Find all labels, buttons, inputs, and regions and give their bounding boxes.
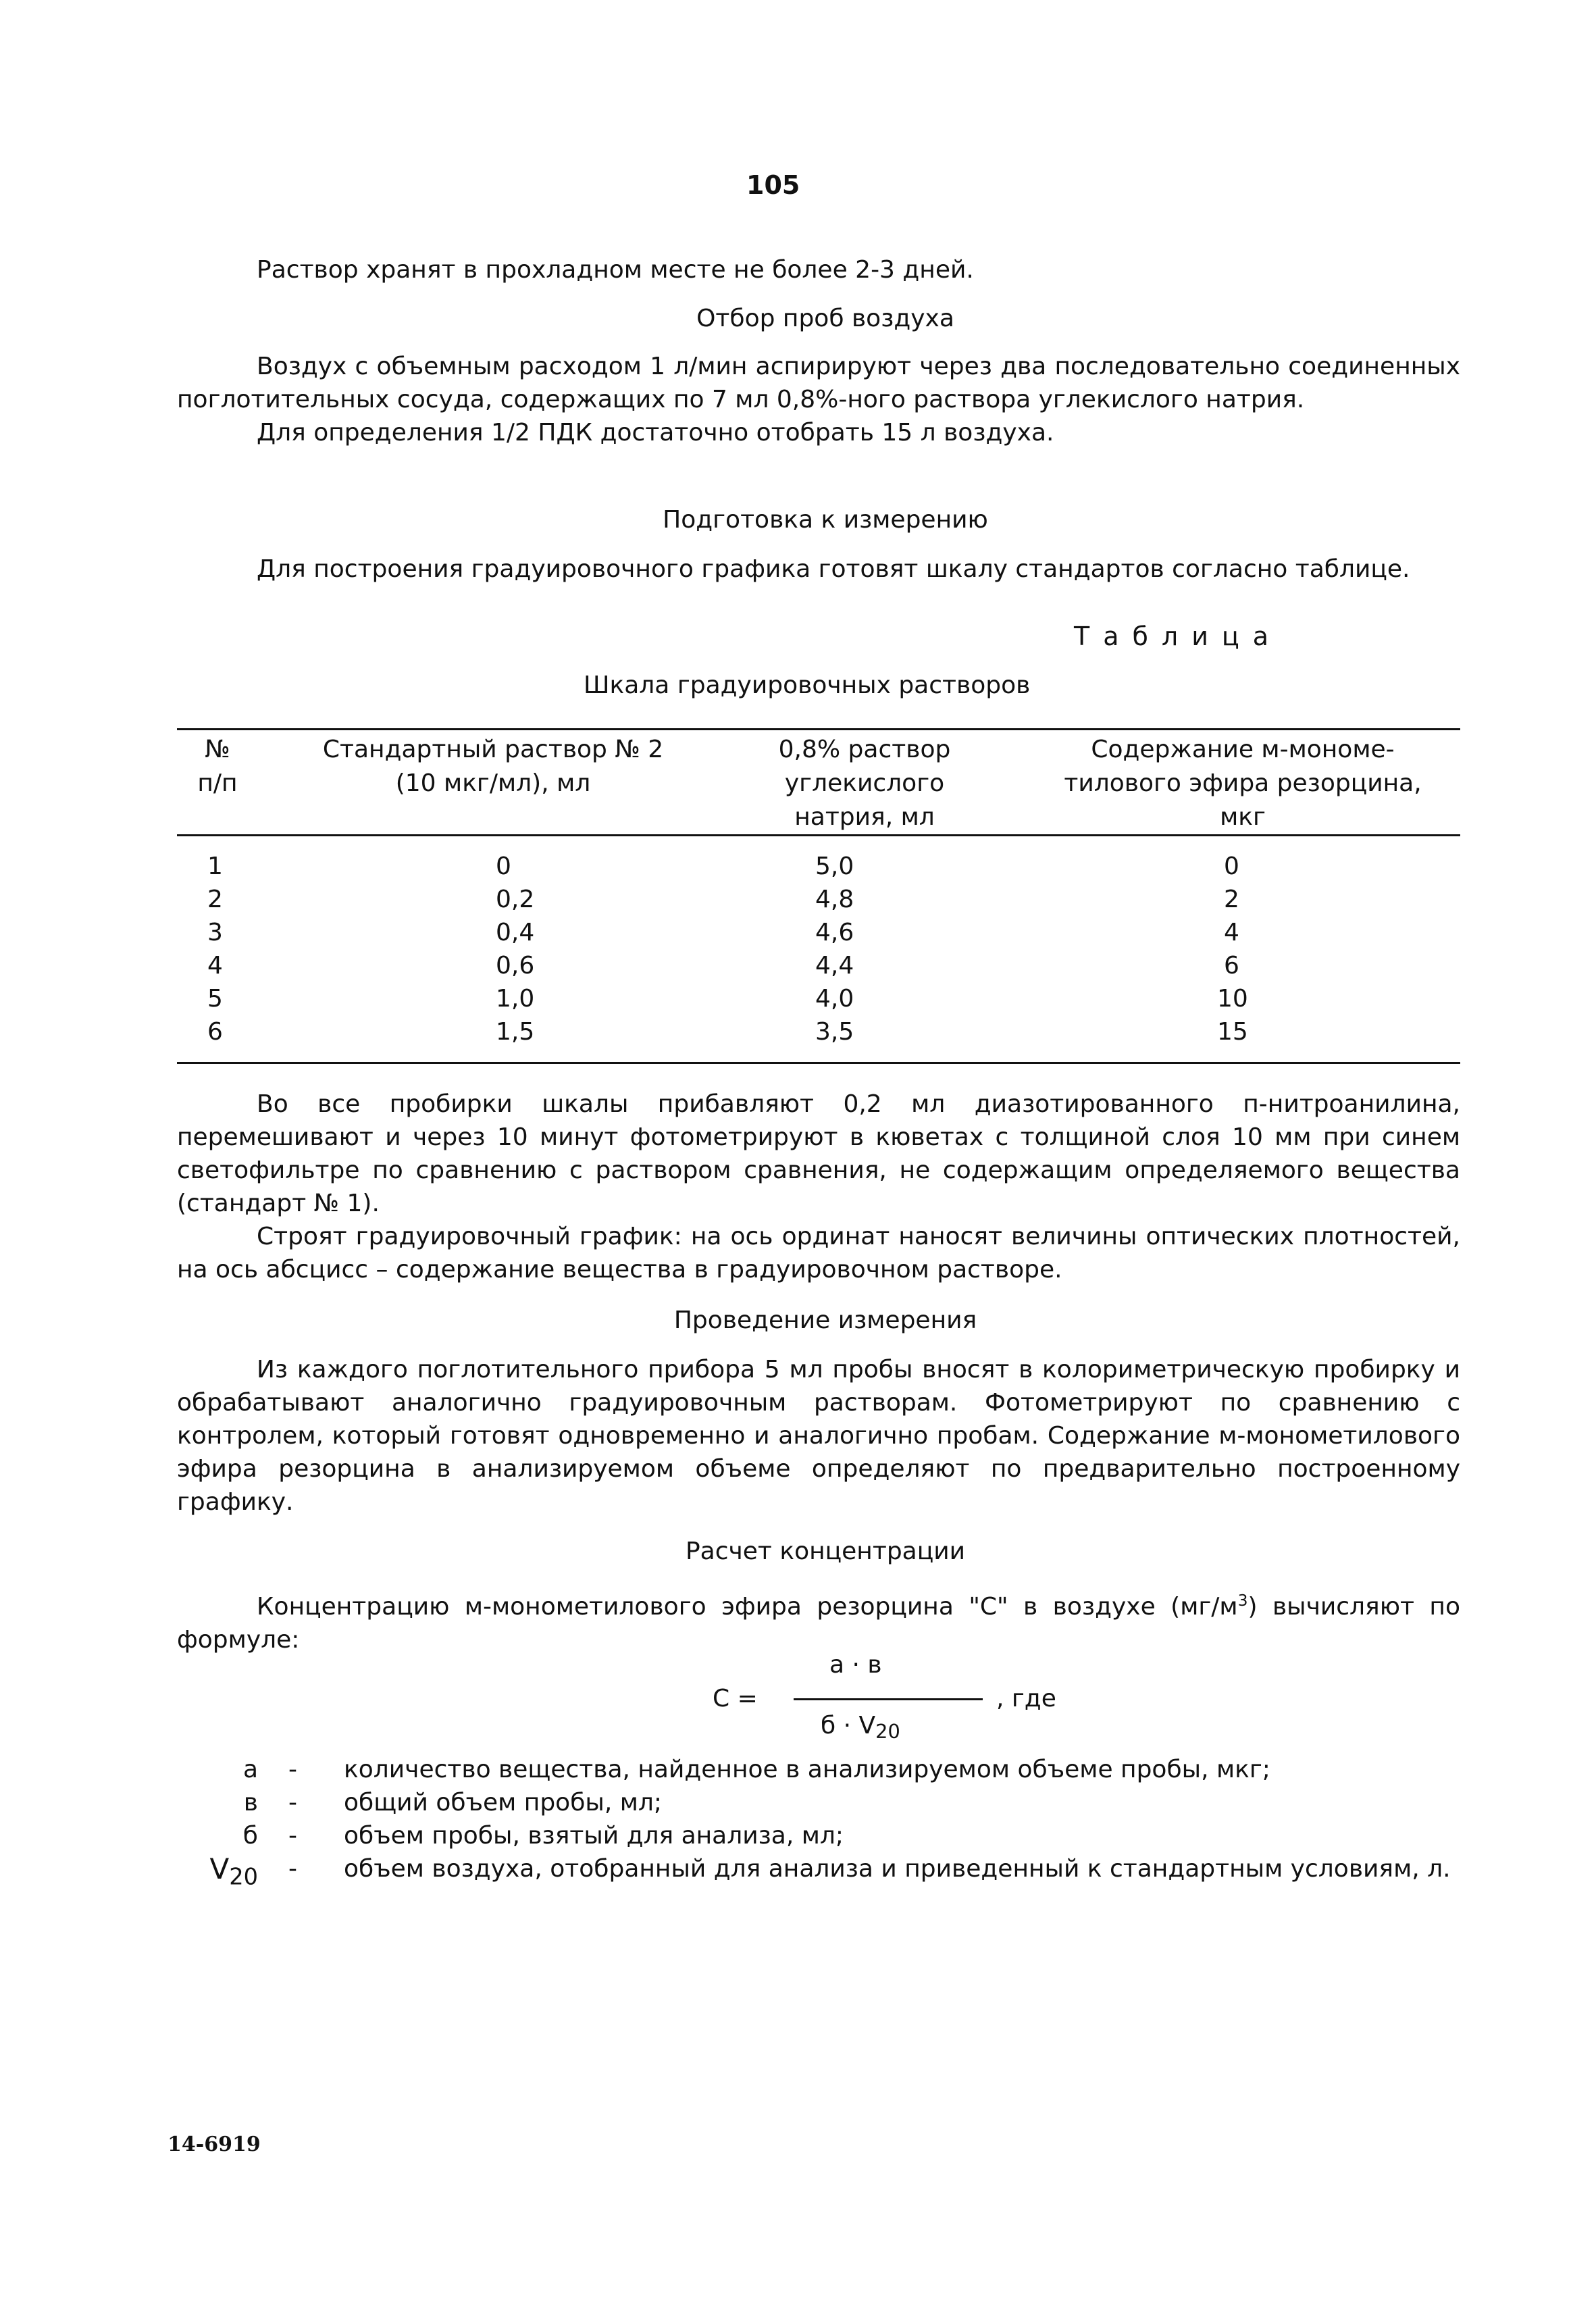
table-row: 1 0 5,0 0	[207, 853, 1239, 880]
concentration-formula	[709, 1642, 1114, 1756]
definition-item: а - количество вещества, найденное в анализируемом объеме пробы, мкг;	[242, 1756, 1270, 1783]
table-title: Шкала градуировочных растворов	[584, 671, 1031, 699]
prep-heading: Подготовка к измерению	[663, 506, 988, 534]
calc-heading: Расчет концентрации	[685, 1537, 966, 1565]
definition-item: $V_{20}$ - объем воздуха, отобранный для анализа и приведенный к стандартным условиям, л.	[209, 1852, 1451, 1890]
variable-definitions	[177, 1753, 1460, 1918]
sampling-paragraph: Воздух с объемным расходом 1 л/мин аспирируют через два последовательно соединенных поглотительных сосуда, содержащих по 7 мл 0,8%-ного раствора углекислого натрия. Для определения 1/2 ПДК достаточно отобрать 15 л воздуха.	[177, 350, 1460, 449]
table-header-rule	[177, 834, 1460, 836]
scale-procedure-paragraph: Во все пробирки шкалы прибавляют 0,2 мл диазотированного п-нитроанилина, перемешивают и через 10 минут фотометрируют в кюветах с толщиной слоя 10 мм при синем светофильтре по сравнению с раствором сравнения, не содержащим определяемого вещества (стандарт № 1).	[177, 1090, 1460, 1217]
table-label: Таблица	[1074, 621, 1283, 651]
measure-heading: Проведение измерения	[673, 1306, 977, 1334]
table-row: 3 0,4 4,6 4	[207, 919, 1239, 946]
graph-paragraph: Строят градуировочный график: на ось ординат наносят величины оптических плотностей, на ось абсцисс – содержание вещества в градуировочном растворе.	[177, 1223, 1460, 1283]
table-row: 6 1,5 3,5 15	[207, 1018, 1248, 1046]
table-top-rule	[177, 728, 1460, 730]
prep-paragraph: Для построения градуировочного графика готовят шкалу стандартов согласно таблице.	[257, 555, 1410, 583]
header-col-standard: Стандартный раствор № 2 (10 мкг/мл), мл	[322, 736, 664, 797]
table-row: 5 1,0 4,0 10	[207, 985, 1248, 1013]
formula-suffix: , где	[996, 1685, 1056, 1712]
formula-numerator: а · в	[829, 1651, 882, 1679]
after-table-paragraphs	[177, 1088, 1460, 1286]
definition-item: б - объем пробы, взятый для анализа, мл;	[242, 1822, 844, 1850]
formula-denominator: $б \cdot V_{20}$	[821, 1712, 900, 1744]
page-number: 105	[746, 170, 800, 200]
header-col-content: Содержание м-мономе- тилового эфира резорцина, мкг	[1064, 736, 1422, 831]
measure-paragraph: Из каждого поглотительного прибора 5 мл пробы вносят в колориметрическую пробирку и обрабатывают аналогично градуировочным растворам. Фотометрируют по сравнению с контролем, который готовят одновременно и аналогично пробам. Содержание м-монометилового эфира резорцина в анализируемом объеме определяют по предварительно построенному графику.	[177, 1356, 1460, 1516]
fraction-bar	[794, 1698, 983, 1700]
sampling-heading: Отбор проб воздуха	[696, 305, 954, 332]
header-col-number: № п/п	[197, 736, 238, 797]
header-col-carbonate: 0,8% раствор углекислого натрия, мл	[778, 736, 951, 831]
table-row: 2 0,2 4,8 2	[207, 886, 1239, 913]
definition-item: в - общий объем пробы, мл;	[243, 1789, 663, 1816]
print-code: 14-6919	[168, 2133, 261, 2156]
formula-lhs: С =	[713, 1685, 758, 1712]
pdk-paragraph: Для определения 1/2 ПДК достаточно отобрать 15 л воздуха.	[257, 419, 1054, 447]
calc-paragraph: Концентрацию м-монометилового эфира резорцина "С" в воздухе $(мг/м^3)$ вычисляют по формуле:	[177, 1591, 1460, 1654]
table-bottom-rule	[177, 1062, 1460, 1064]
table-row: 4 0,6 4,4 6	[207, 952, 1239, 980]
storage-paragraph: Раствор хранят в прохладном месте не более 2-3 дней.	[257, 256, 974, 284]
